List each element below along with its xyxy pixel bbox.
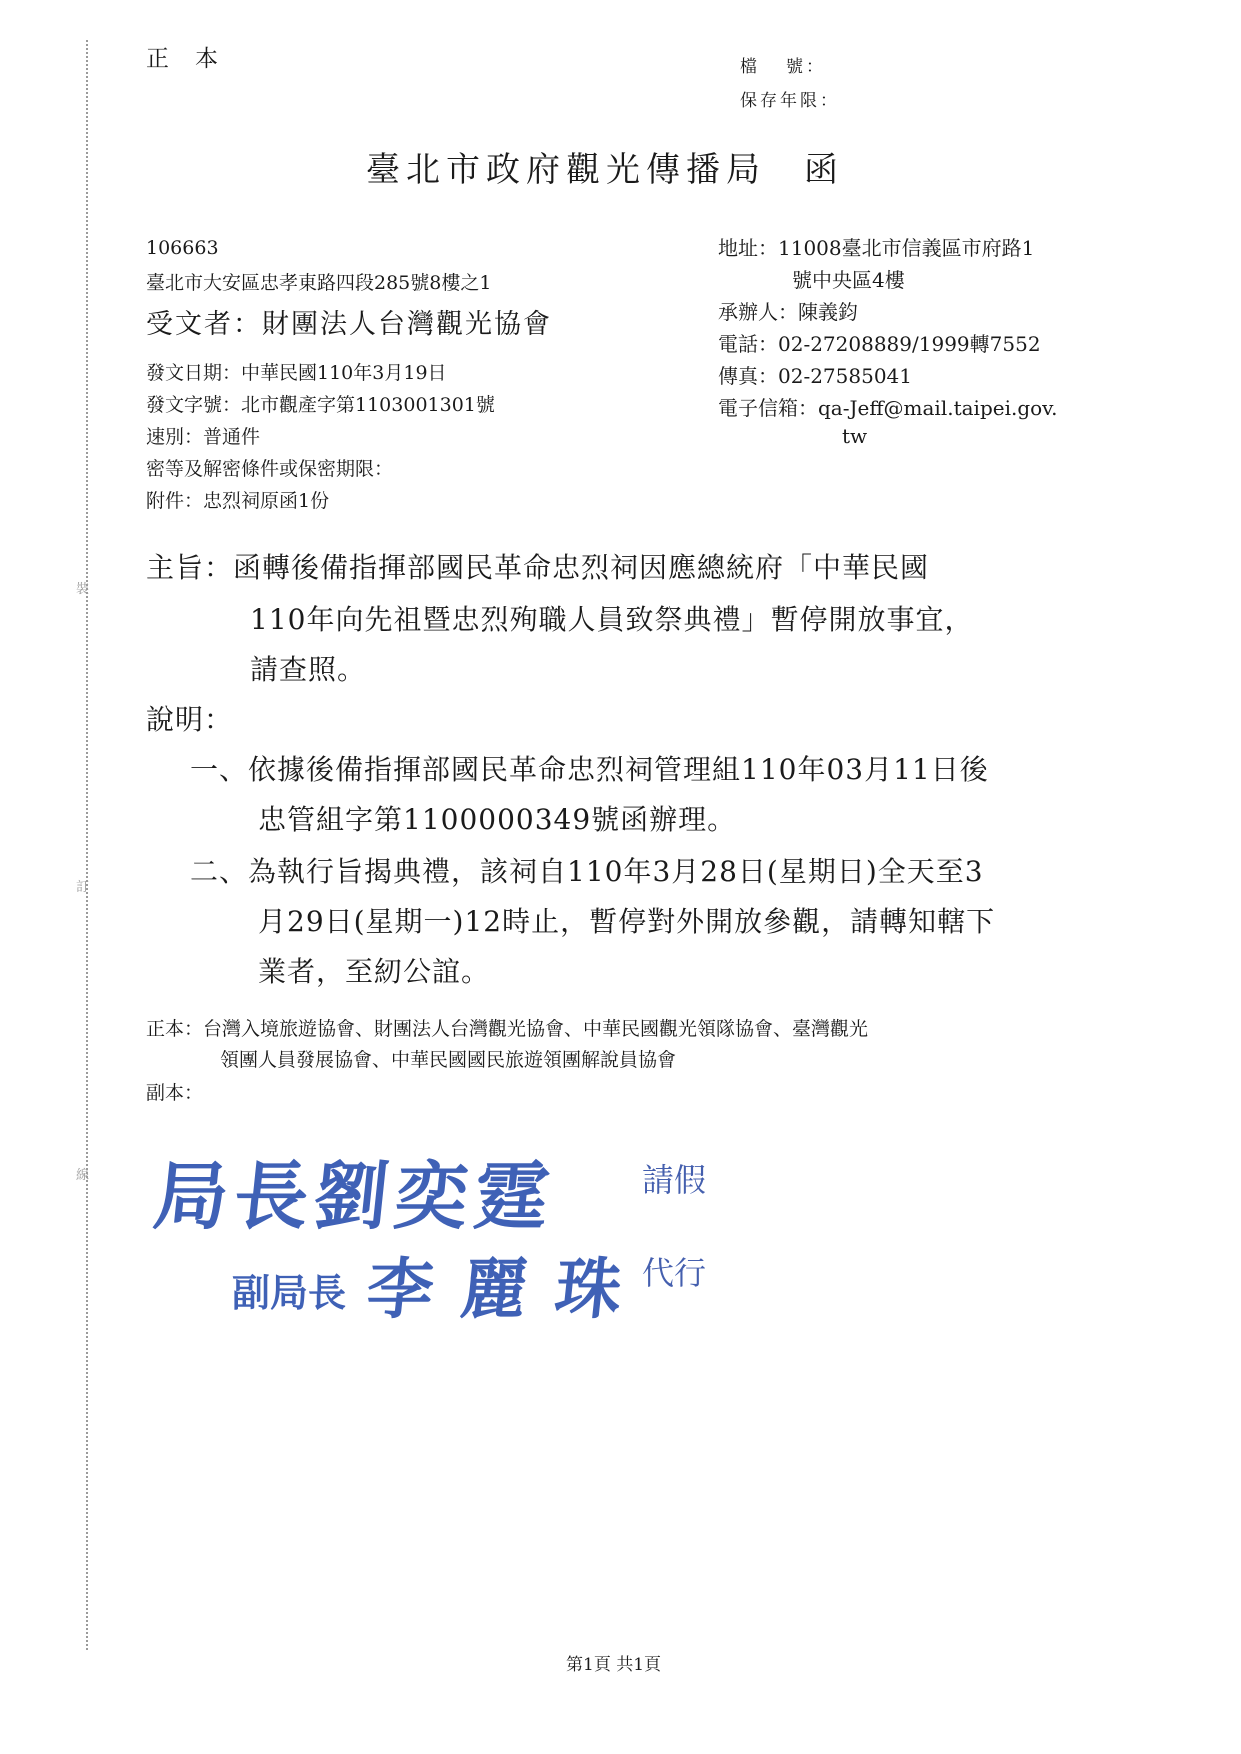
sender-fax: 傳真：02-27585041 [718,364,913,388]
copy-label: 正本 [146,46,244,72]
page-number: 第1頁 共1頁 [566,1655,662,1675]
document-type: 函 [804,150,844,190]
binding-dotted-line [86,40,88,1650]
sender-contact: 承辦人：陳義鈞 [718,300,858,324]
explanation-item1-line2: 忠管組字第1100000349號函辦理。 [258,803,737,836]
subject-line1: 主旨：函轉後備指揮部國民革命忠烈祠因應總統府「中華民國 [146,551,930,584]
sender-email-line2: tw [842,424,868,448]
explanation-item2-line3: 業者，至紉公誼。 [258,955,491,988]
leave-note-stamp: 請假 [642,1161,707,1199]
delivery-speed: 速別：普通件 [146,426,261,448]
sender-phone: 電話：02-27208889/1999轉7552 [718,332,1041,356]
binding-mark-ding: 訂 [76,880,90,895]
sender-address-line2: 號中央區4樓 [792,268,905,292]
postal-code: 106663 [146,237,219,259]
recipient-address: 臺北市大安區忠孝東路四段285號8樓之1 [146,272,492,294]
acting-note-stamp: 代行 [642,1254,707,1292]
attachment: 附件：忠烈祠原函1份 [146,490,330,512]
explanation-item2-line2: 月29日(星期一)12時止，暫停對外開放參觀，請轉知轄下 [258,905,996,938]
deputy-title-stamp: 副局長 [232,1270,347,1315]
director-signature-stamp: 局長劉奕霆 [149,1154,559,1240]
copy-recipients: 副本： [146,1082,204,1104]
original-recipients-line2: 領團人員發展協會、中華民國國民旅遊領團解說員協會 [220,1049,677,1071]
subject-line3: 請查照。 [250,653,367,686]
document-title [366,142,844,191]
binding-mark-zhuang: 裝 [76,582,90,597]
archive-number-label: 檔 號： [740,57,826,77]
sender-email-line1: 電子信箱：qa-Jeff@mail.taipei.gov. [718,396,1058,420]
sender-address-line1: 地址：11008臺北市信義區市府路1 [718,236,1035,260]
explanation-heading: 說明： [146,703,234,736]
subject-line2: 110年向先祖暨忠烈殉職人員致祭典禮」暫停開放事宜， [250,603,974,636]
original-recipients-line1: 正本：台灣入境旅遊協會、財團法人台灣觀光協會、中華民國觀光領隊協會、臺灣觀光 [146,1018,869,1040]
binding-mark-xian: 線 [76,1168,90,1183]
explanation-item2-line1: 二、為執行旨揭典禮，該祠自110年3月28日(星期日)全天至3 [190,855,984,888]
agency-name: 臺北市政府觀光傳播局 [366,150,766,190]
explanation-item1-line1: 一、依據後備指揮部國民革命忠烈祠管理組110年03月11日後 [190,753,989,786]
recipient-line: 受文者：財團法人台灣觀光協會 [146,309,552,340]
deputy-name-stamp: 李麗珠 [363,1250,654,1328]
secrecy-level: 密等及解密條件或保密期限： [146,458,394,480]
retention-period-label: 保存年限： [740,91,840,111]
issue-date: 發文日期：中華民國110年3月19日 [146,362,447,384]
document-number: 發文字號：北市觀產字第1103001301號 [146,394,495,416]
